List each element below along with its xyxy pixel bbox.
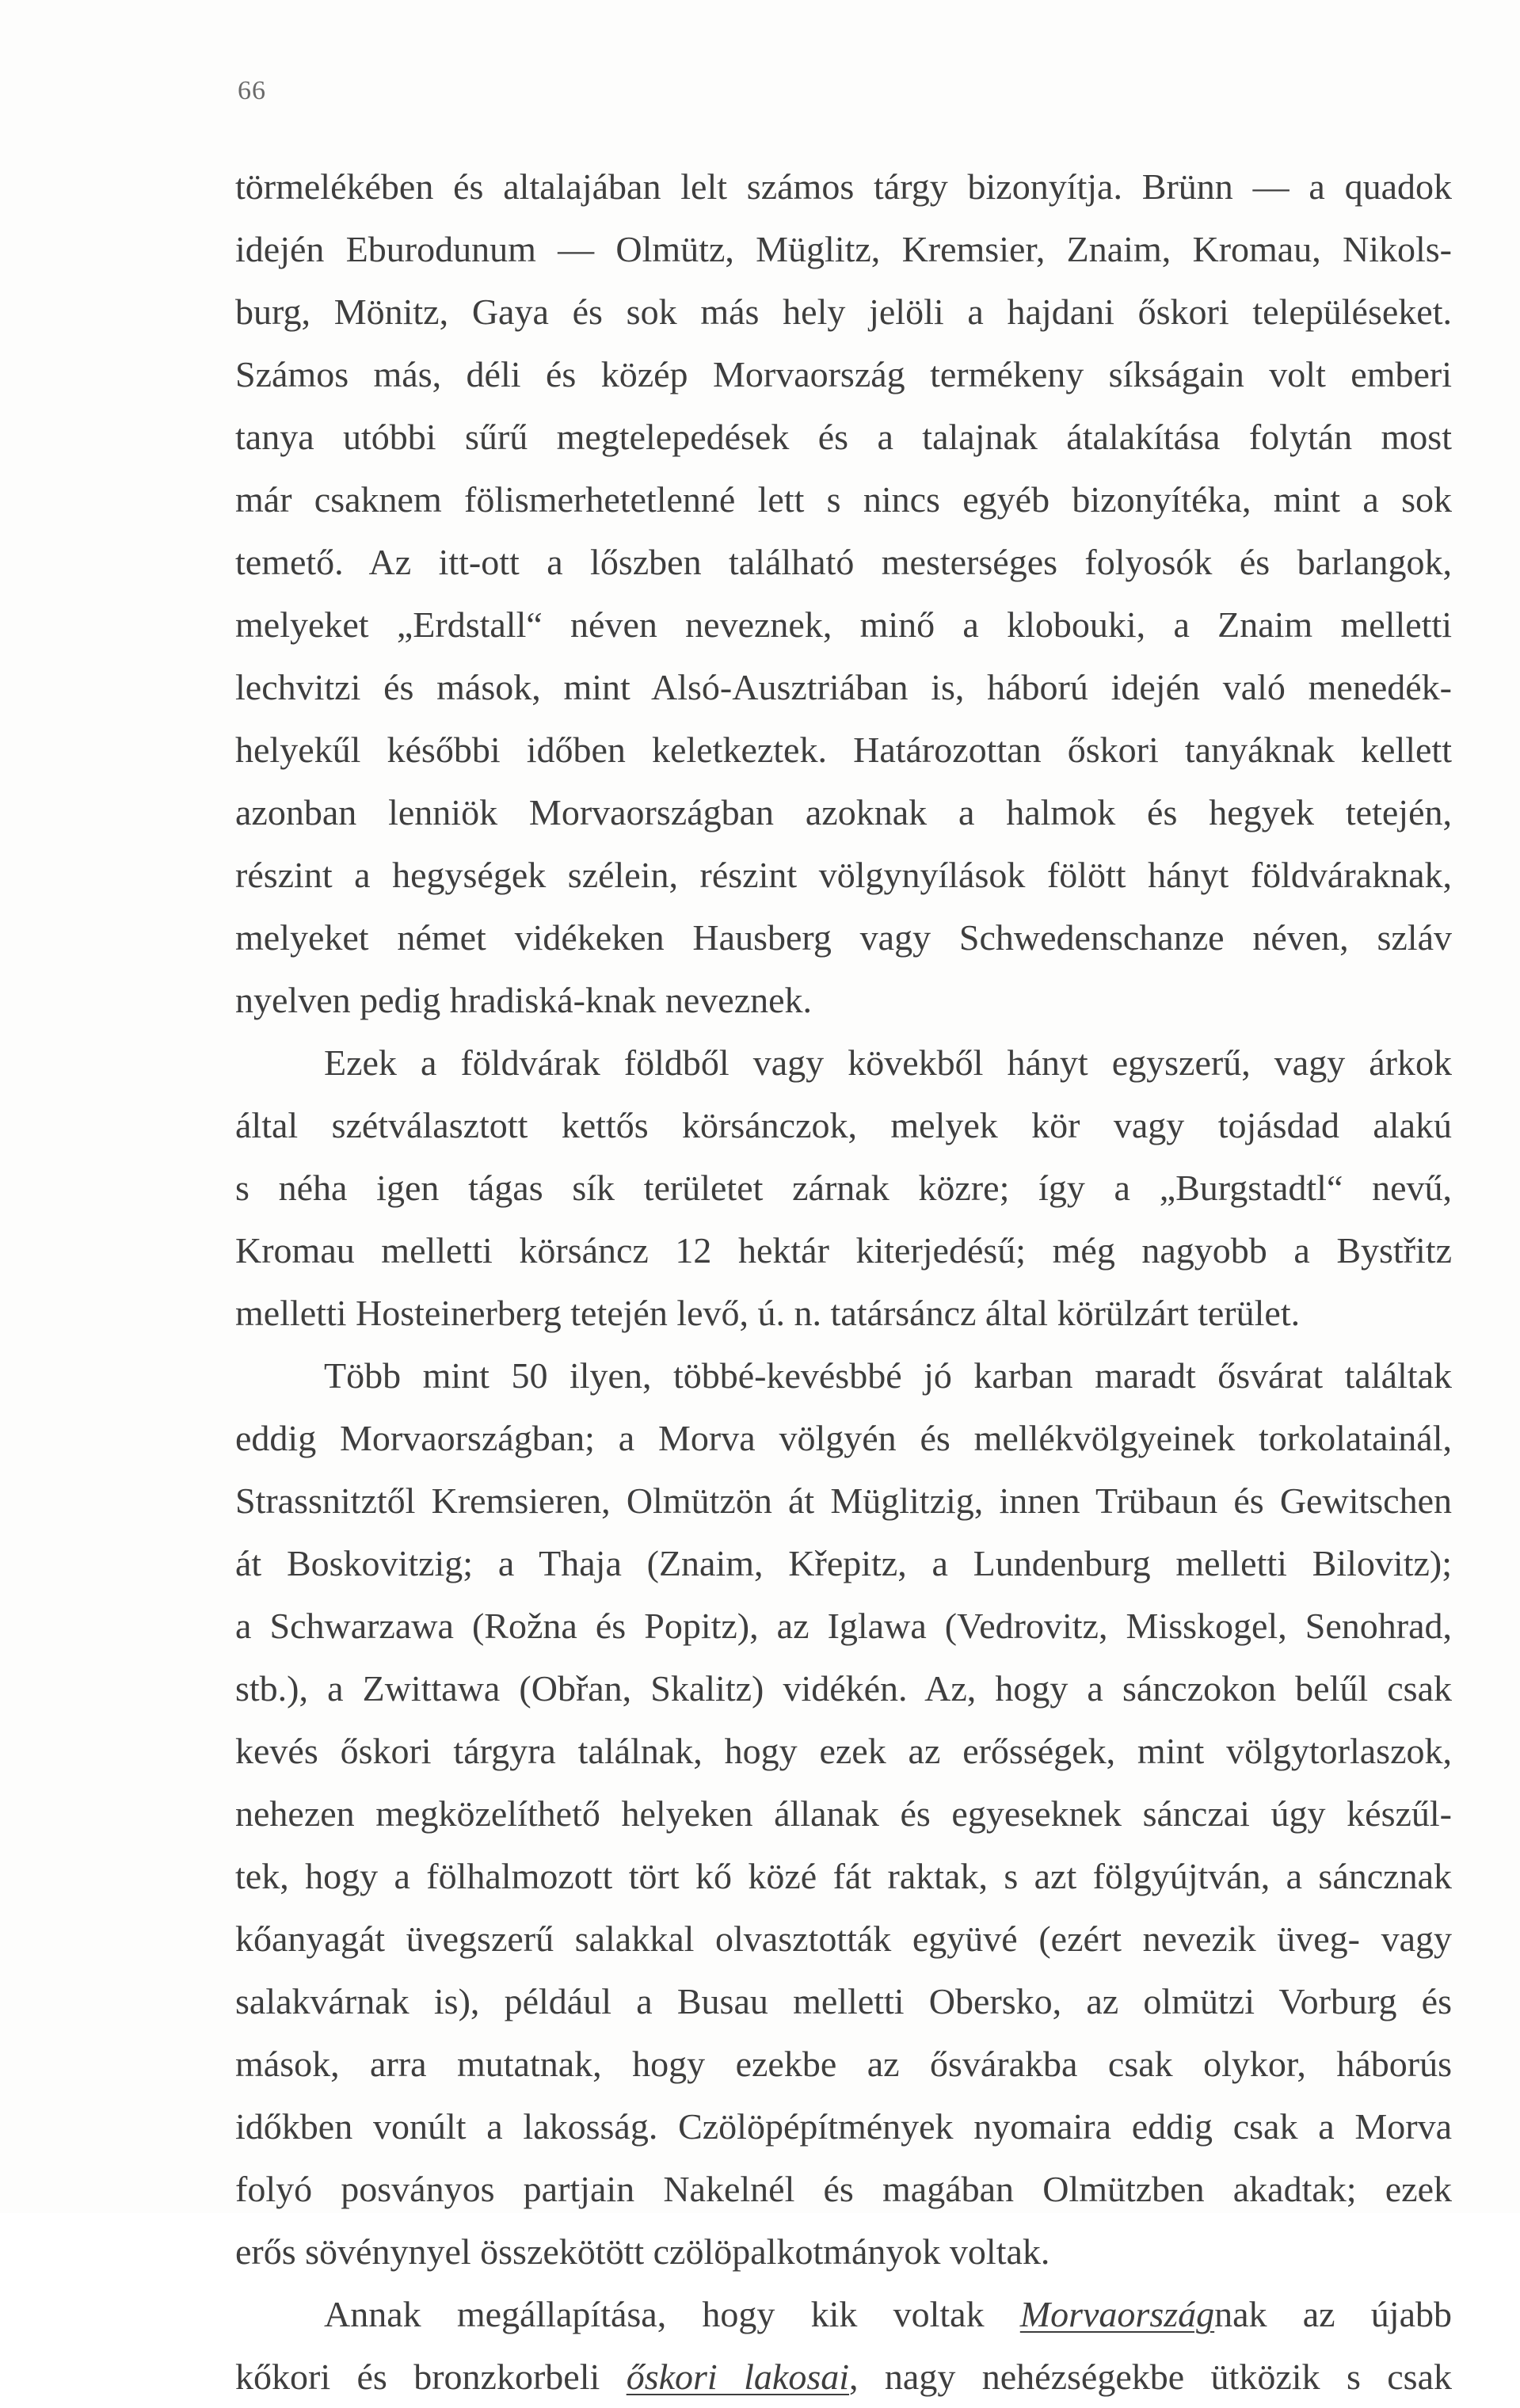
text-line: már csaknem fölismerhetetlenné lett s nincs egyéb bizonyítéka, mint a sok — [235, 479, 1452, 520]
text-line: részint a hegységek szélein, részint völgynyílások fölött hányt földváraknak, — [235, 855, 1452, 895]
text-line: s néha igen tágas sík területet zárnak közre; így a „Burgstadtl“ nevű, — [235, 1168, 1452, 1208]
body-text — [235, 155, 1452, 2408]
text-line — [235, 2283, 1452, 2345]
text-line: Számos más, déli és közép Morvaország termékeny síkságain volt emberi — [235, 354, 1452, 394]
text-line: burg, Mönitz, Gaya és sok más hely jelöli a hajdani őskori településeket. — [235, 291, 1452, 332]
text-line: folyó posványos partjain Nakelnél és magában Olmützben akadtak; ezek — [235, 2169, 1452, 2209]
text-line: temető. Az itt-ott a lőszben található mesterséges folyosók és barlangok, — [235, 542, 1452, 582]
text-line: Kromau melletti körsáncz 12 hektár kiterjedésű; még nagyobb a Bystřitz — [235, 1230, 1452, 1271]
text-line: mások, arra mutatnak, hogy ezekbe az ősvárakba csak olykor, háborús — [235, 2044, 1452, 2084]
text-line: a Schwarzawa (Rožna és Popitz), az Iglawa (Vedrovitz, Misskogel, Senohrad, — [235, 1606, 1452, 1646]
text-line — [235, 2345, 1452, 2408]
text-line: melyeket német vidékeken Hausberg vagy Schwedenschanze néven, szláv — [235, 917, 1452, 958]
text-line: Ezek a földvárak földből vagy kövekből hányt egyszerű, vagy árkok — [324, 1042, 1452, 1083]
text-line: tanya utóbbi sűrű megtelepedések és a talajnak átalakítása folytán most — [235, 417, 1452, 457]
text-line: át Boskovitzig; a Thaja (Znaim, Křepitz, a Lundenburg melletti Bilovitz); — [235, 1543, 1452, 1583]
text-line: Több mint 50 ilyen, többé-kevésbbé jó karban maradt ősvárat találtak — [324, 1355, 1452, 1396]
text-segment: Annak megállapítása, hogy kik voltak — [324, 2294, 1020, 2334]
text-segment: kőkori és bronzkorbeli — [235, 2357, 627, 2397]
text-line: tek, hogy a fölhalmozott tört kő közé fát raktak, s azt fölgyújtván, a sáncznak — [235, 1856, 1452, 1896]
text-segment: , nagy nehézségekbe ütközik s csak — [849, 2357, 1452, 2397]
text-line: lechvitzi és mások, mint Alsó-Ausztriában is, háború idején való menedék- — [235, 667, 1452, 707]
text-line: kevés őskori tárgyra találnak, hogy ezek az erősségek, mint völgytorlaszok, — [235, 1731, 1452, 1771]
page-number: 66 — [238, 76, 266, 105]
text-line: stb.), a Zwittawa (Obřan, Skalitz) vidékén. Az, hogy a sánczokon belűl csak — [235, 1668, 1452, 1709]
text-line: nyelven pedig hradiská-knak neveznek. — [235, 980, 813, 1020]
text-line: eddig Morvaországban; a Morva völgyén és mellékvölgyeinek torkolatainál, — [235, 1418, 1452, 1458]
text-line: erős sövénynyel összekötött czölöpalkotmányok voltak. — [235, 2231, 1050, 2272]
text-line: Strassnitztől Kremsieren, Olmützön át Müglitzig, innen Trübaun és Gewitschen — [235, 1480, 1452, 1521]
text-line: törmelékében és altalajában lelt számos tárgy bizonyítja. Brünn — a quadok — [235, 166, 1452, 207]
text-line: melyeket „Erdstall“ néven neveznek, minő a klobouki, a Znaim melletti — [235, 604, 1452, 645]
text-line: salakvárnak is), például a Busau melletti Obersko, az olmützi Vorburg és — [235, 1981, 1452, 2021]
emphasis-morvaorszag: Morvaország — [1019, 2294, 1215, 2334]
text-line: idején Eburodunum — Olmütz, Müglitz, Kremsier, Znaim, Kromau, Nikols- — [235, 229, 1452, 269]
text-line: által szétválasztott kettős körsánczok, melyek kör vagy tojásdad alakú — [235, 1105, 1452, 1145]
text-segment: nak az újabb — [1214, 2294, 1452, 2334]
emphasis-oskori-lakosai: őskori lakosai — [626, 2357, 849, 2397]
text-line: melletti Hosteinerberg tetején levő, ú. n. tatársáncz által körülzárt terület. — [235, 1293, 1301, 1333]
text-line: időkben vonúlt a lakosság. Czölöpépítmények nyomaira eddig csak a Morva — [235, 2106, 1452, 2147]
text-line: nehezen megközelíthető helyeken állanak és egyeseknek sánczai úgy készűl- — [235, 1793, 1452, 1834]
text-line: helyekűl későbbi időben keletkeztek. Határozottan őskori tanyáknak kellett — [235, 730, 1452, 770]
text-line: kőanyagát üvegszerű salakkal olvasztották együvé (ezért nevezik üveg- vagy — [235, 1918, 1452, 1959]
text-line: azonban lenniök Morvaországban azoknak a halmok és hegyek tetején, — [235, 792, 1452, 833]
